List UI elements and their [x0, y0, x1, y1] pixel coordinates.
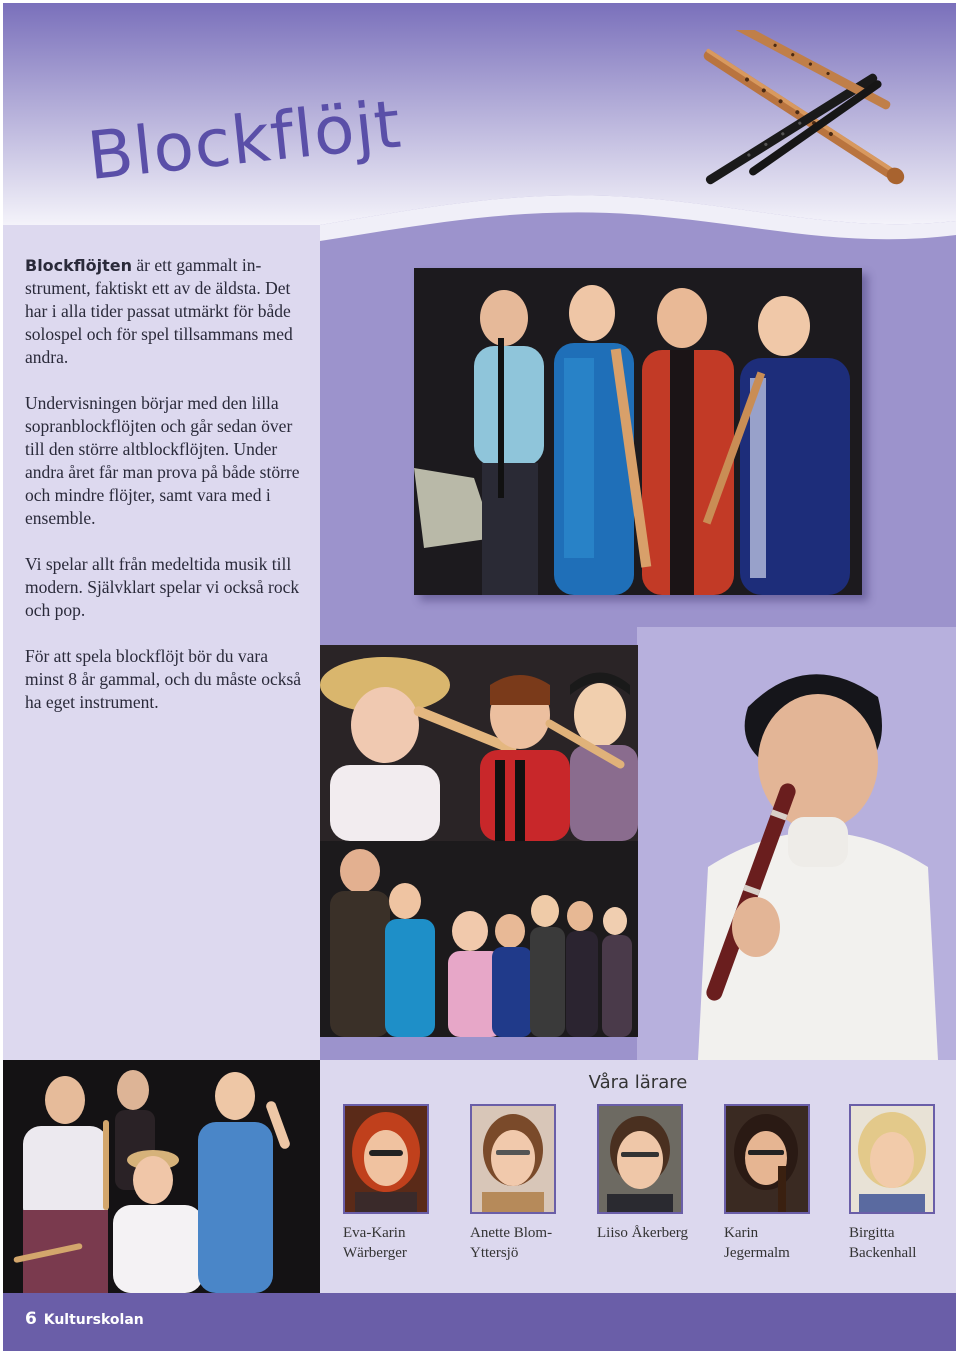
- page-title: Blockflöjt: [83, 85, 405, 195]
- teacher-name: Eva-Karin Wärberger: [343, 1225, 407, 1261]
- teacher-portrait: [470, 1104, 556, 1214]
- intro-paragraph-2: Undervisningen börjar med den lilla sopranblockflöjten och går sedan över till den större altblockflöjten. Under andra året får man prova på både större och mindre flöjter, samt vara med i ensemble.: [25, 393, 300, 528]
- teacher-card: [597, 1104, 707, 1244]
- intro-text: [25, 254, 305, 737]
- teachers-heading: Våra lärare: [588, 1072, 688, 1093]
- teacher-portrait: [724, 1104, 810, 1214]
- intro-paragraph-1-text: är ett gammalt instrument, faktiskt ett av de äldsta. Det har i alla tider passat utmärkt för både solospel och för spel tillsammans med andra.: [25, 255, 293, 367]
- teacher-name: Anette Blom-Yttersjö: [470, 1225, 553, 1261]
- teacher-name: Karin Jegermalm: [724, 1225, 790, 1261]
- boy-with-recorder-photo: [638, 627, 956, 1060]
- intro-paragraph-4: För att spela blockflöjt bör du vara minst 8 år gammal, och du måste också ha eget instrument.: [25, 646, 302, 712]
- ensemble-photo: [414, 268, 862, 595]
- teacher-name: Birgitta Backenhall: [849, 1225, 917, 1261]
- recorders-illustration: [670, 30, 920, 220]
- teacher-portrait: [343, 1104, 429, 1214]
- intro-lead-word: Blockflöjten: [25, 256, 133, 275]
- teacher-card: [724, 1104, 834, 1263]
- footer-section: Kulturskolan: [43, 1312, 144, 1328]
- page-number: 6: [25, 1309, 37, 1329]
- page-footer: [3, 1293, 956, 1351]
- teacher-portrait: [597, 1104, 683, 1214]
- teachers-group-photo: [3, 1060, 320, 1293]
- teacher-portrait: [849, 1104, 935, 1214]
- intro-paragraph-1: [25, 254, 305, 369]
- teacher-name: Liiso Åkerberg: [597, 1225, 688, 1241]
- teacher-card: [470, 1104, 580, 1263]
- teacher-card: [343, 1104, 453, 1263]
- children-photo-1: [320, 645, 638, 841]
- teacher-card: [849, 1104, 959, 1263]
- intro-paragraph-3: Vi spelar allt från medeltida musik till modern. Självklart spelar vi också rock och pop.: [25, 554, 300, 620]
- children-photo-2: [320, 841, 638, 1037]
- footer-label: [25, 1309, 144, 1329]
